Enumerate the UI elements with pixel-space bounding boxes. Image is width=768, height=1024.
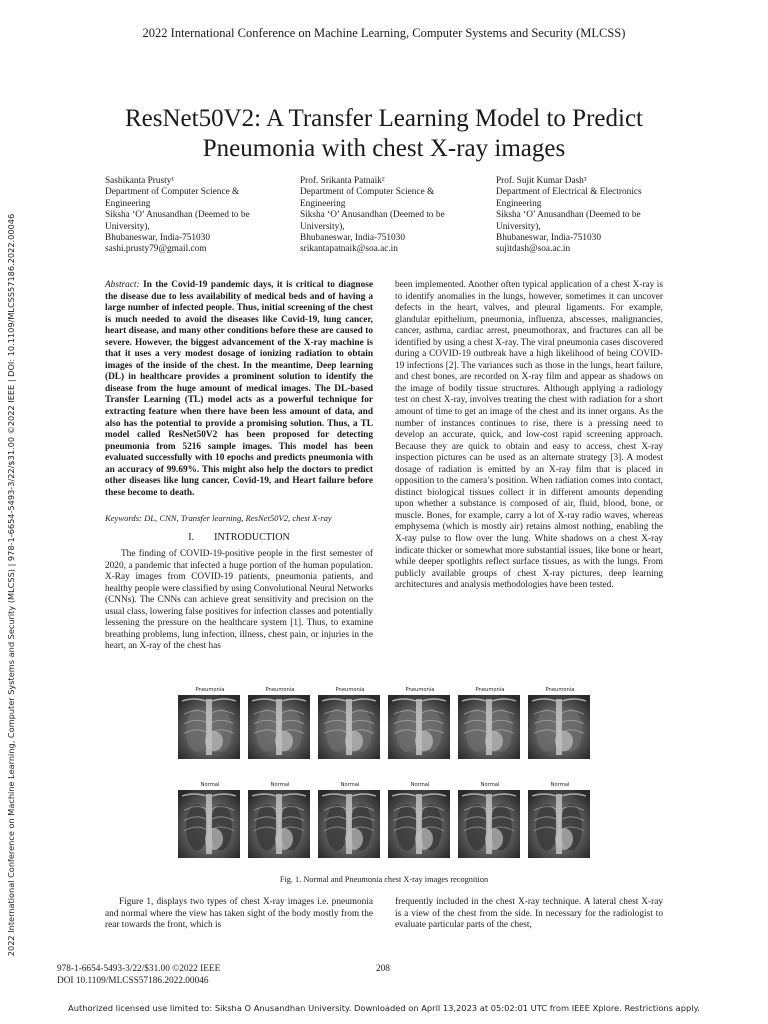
footer-isbn: 978-1-6654-5493-3/22/$31.00 ©2022 IEEE [57,964,221,974]
figure-panel-label: Pneumonia [475,687,505,693]
footer-ids [57,964,220,987]
normal-xray-image [388,790,450,858]
figure-panel-label: Pneumonia [335,687,365,693]
section-heading: I. INTRODUCTION [188,532,290,543]
figure-panel-label: Pneumonia [405,687,435,693]
keywords: Keywords: DL, CNN, Transfer learning, ResNet50V2, chest X-ray [105,513,332,523]
abstract [105,280,373,499]
figure-panel-label: Normal [340,782,360,788]
pneumonia-xray-image [388,695,450,759]
paper-title: ResNet50V2: A Transfer Learning Model to Predict Pneumonia with chest X-ray images [125,105,643,162]
figure-panel-label: Normal [550,782,570,788]
author-affiliation: Department of Computer Science & Engineering Siksha ‘O’ Anusandhan (Deemed to be University), Bhubaneswar, India-751030 sashi.prusty79@gmail.com [105,187,250,255]
author-block-2 [300,176,470,256]
right-column-paragraph: been implemented. Another often typical application of a chest X-ray is to identify anomalies in the lungs, however, sometimes it can uncover defects in the heart, valves, and pleural ligaments. For example, glandular epithelium, pneumonia, influenza, abscesses, malignancies, cancer, asthma, cardiac arrest, pneumothorax, and fractures can all be identified by using a chest X-ray. The viral pneumonia cases discovered during a COVID-19 outbreak have a high likelihood of being COVID-19 infections [2]. The variances such as those in the lungs, heart failure, and chest bones, are recorded on X-ray film and appear as shadows on the image of bodily tissue structures. Although applying a radiology test on chest X-ray, involves treating the chest with radiation for a short amount of time to get an image of the chest and its inner organs. As the number of instances continues to rise, there is a pressing need to develop an accurate, quick, and low-cost rapid screening approach. Because they are quick to obtain and easy to access, chest X-ray inspection pictures can be used as an alternate strategy [3]. A modest dosage of radiation is emitted by an X-ray film that is placed in opposition to the camera’s position. When radiation comes into contact, distinct biological tissues collect it in different amounts depending upon whether a substance is composed of air, fluid, blood, bone, or muscle. Bones, for example, carry a lot of X-ray radio waves, whereas emphysema (which is mostly air) retains almost nothing, enabling the X-ray pulse to flow over the lung. White shadows on a chest X-ray indicate thicker or somewhat more substantial issues, like bone or heart, while deeper spotlights reflect surface tissues, as with the lungs. From publicly available groups of chest X-ray pictures, deep learning architectures and analysis methodologies have been tested. [395,280,663,591]
normal-xray-image [248,790,310,858]
author-block-3 [496,176,671,256]
figure-panel-label: Normal [410,782,430,788]
license-notice: Authorized licensed use limited to: Siksha O Anusandhan University. Downloaded on April 13,2023 at 05:02:01 UTC from IEEE Xplore. Restrictions apply. [68,1003,700,1013]
figure-panel-label: Normal [270,782,290,788]
normal-xray-image [178,790,240,858]
figure-panel-label: Pneumonia [265,687,295,693]
side-doi-text: 2022 International Conference on Machine Learning, Computer Systems and Security (MLCSS) | 978-1-6654-5493-3/22/$31.00 ©2022 IEEE | DOI: 10.1109/MLCSS57186.2022.00046 [6,213,16,957]
bottom-left-paragraph: Figure 1, displays two types of chest X-ray images i.e. pneumonia and normal where the view has taken sight of the body mostly from the rear towards the front, which is [105,897,373,931]
pneumonia-xray-image [178,695,240,759]
figure-panel-label: Pneumonia [195,687,225,693]
side-doi-strip [4,185,18,985]
figure-panel-label: Normal [480,782,500,788]
abstract-label: Abstract: [105,280,140,290]
normal-xray-image [528,790,590,858]
figure-panel-label: Pneumonia [545,687,575,693]
author-name: Sashikanta Prusty¹ [105,176,175,186]
author-affiliation: Department of Computer Science & Engineering Siksha ‘O’ Anusandhan (Deemed to be University), Bhubaneswar, India-751030 srikantapatnaik@soa.ac.in [300,187,445,255]
normal-xray-image [318,790,380,858]
page-number: 208 [376,964,390,974]
abstract-text: In the Covid-19 pandemic days, it is critical to diagnose the disease due to less availability of medical beds and of having a large number of infected people. Thus, initial screening of the chest is much needed to avoid the diseases like Covid-19, lung cancer, heart disease, and many other conditions before these are caused to severe. However, the biggest advancement of the X-ray machine is that it uses a very modest dosage of ionizing radiation to obtain images of the inside of the chest. In the meantime, Deep learning (DL) in healthcare provides a prominent solution to identify the disease from the huge amount of medical images. The DL-based Transfer Learning (TL) model acts as a powerful technique for extracting feature when there have been less amount of data, and also has the potential to provide a promising solution. Thus, a TL model called ResNet50V2 has been proposed for detecting pneumonia from 5216 sample images. This model has been evaluated successfully with 10 epochs and predicts pneumonia with an accuracy of 99.69%. This might also help the doctors to predict other diseases like lung cancer, Covid-19, and Heart failure before these become to death. [105,280,373,498]
figure-caption: Fig. 1. Normal and Pneumonia chest X-ray images recognition [279,875,489,884]
footer-doi: DOI 10.1109/MLCSS57186.2022.00046 [57,975,209,986]
author-name: Prof. Sujit Kumar Dash³ [496,176,587,186]
pneumonia-xray-image [318,695,380,759]
author-block-1 [105,176,275,256]
bottom-right-paragraph: frequently included in the chest X-ray technique. A lateral chest X-ray is a view of the chest from the side. In necessary for the radiologist to evaluate particular parts of the chest, [395,897,663,931]
figure-panel-label: Normal [200,782,220,788]
pneumonia-xray-image [248,695,310,759]
intro-paragraph: The finding of COVID-19-positive people in the first semester of 2020, a pandemic that infected a huge portion of the human population. X-Ray images from COVID-19 patients, pneumonia patients, and healthy people were classified by using Convolutional Neural Networks (CNNs). The CNNs can achieve great sensitivity and precision on the usual class, lowering false positives for infection classes and potentially lessening the pressure on the healthcare system [1]. Thus, to examine breathing problems, lung infection, illness, chest pain, or injuries in the heart, an X-ray of the chest has [105,549,373,652]
pneumonia-xray-image [528,695,590,759]
author-affiliation: Department of Electrical & Electronics Engineering Siksha ‘O’ Anusandhan (Deemed to be University), Bhubaneswar, India-751030 sujitdash@soa.ac.in [496,187,642,255]
conference-header: 2022 International Conference on Machine Learning, Computer Systems and Security (MLCSS) [142,26,626,40]
figure-xray-grid [176,687,588,865]
author-name: Prof. Srikanta Patnaik² [300,176,385,186]
pneumonia-xray-image [458,695,520,759]
normal-xray-image [458,790,520,858]
